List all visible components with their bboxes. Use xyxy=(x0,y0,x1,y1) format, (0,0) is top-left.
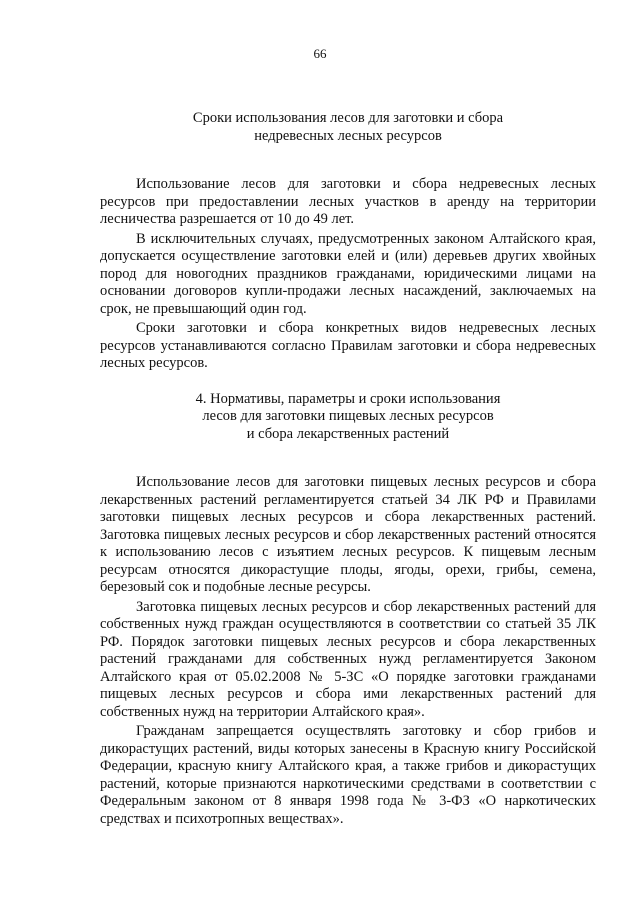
paragraph: Сроки заготовки и сбора конкретных видов недревесных лесных ресурсов устанавливаются согласно Правилам заготовки и сбора недревесных лесных ресурсов. xyxy=(100,320,596,371)
page-content xyxy=(100,110,596,828)
page-number: 66 xyxy=(313,46,327,61)
paragraph: Гражданам запрещается осуществлять заготовку и сбор грибов и дикорастущих растений, виды которых занесены в Красную книгу Российской Федерации, красную книгу Алтайского края, а также грибов и дикорастущих растений, которые признаются наркотическими средствами в соответствии с Федеральным законом от 8 января 1998 года № 3-ФЗ «О наркотических средствах и психотропных веществах». xyxy=(100,723,596,827)
section-title-line: и сбора лекарственных растений xyxy=(246,425,450,442)
section-title-line: Сроки использования лесов для заготовки и сбора xyxy=(192,110,504,126)
section-title-timeframes xyxy=(100,110,596,145)
paragraph: В исключительных случаях, предусмотренных законом Алтайского края, допускается осуществление заготовки елей и (или) деревьев других хвойных пород для новогодних праздников гражданами, юридическими лицами на основании договоров купли-продажи лесных насаждений, заключаемых на срок, не превышающий один год. xyxy=(100,230,596,317)
paragraph: Заготовка пищевых лесных ресурсов и сбор лекарственных растений для собственных нужд граждан осуществляются в соответствии со статьей 35 ЛК РФ. Порядок заготовки пищевых лесных ресурсов и сбора лекарственных растений гражданами для собственных нужд регламентируется Законом Алтайского края от 05.02.2008 № 5-ЗС «О порядке заготовки гражданами пищевых лесных ресурсов и сбора ими лекарственных растений для собственных нужд на территории Алтайского края». xyxy=(100,598,596,720)
section-title-line: 4. Нормативы, параметры и сроки использования xyxy=(195,390,501,407)
section-title-food-resources xyxy=(100,391,596,444)
paragraph: Использование лесов для заготовки и сбора недревесных лесных ресурсов при предоставлении лесных участков в аренду на территории лесничества разрешается от 10 до 49 лет. xyxy=(100,176,596,227)
section-title-line: недревесных лесных ресурсов xyxy=(254,127,442,144)
paragraph: Использование лесов для заготовки пищевых лесных ресурсов и сбора лекарственных растений регламентируется статьей 34 ЛК РФ и Правилами заготовки пищевых лесных ресурсов и сбора лекарственных растений. Заготовка пищевых лесных ресурсов и сбор лекарственных растений относятся к использованию лесов с изъятием лесных ресурсов. К пищевым лесным ресурсам относятся дикорастущие плоды, ягоды, орехи, грибы, семена, березовый сок и подобные лесные ресурсы. xyxy=(100,474,596,595)
section-title-line: лесов для заготовки пищевых лесных ресурсов xyxy=(202,408,494,424)
